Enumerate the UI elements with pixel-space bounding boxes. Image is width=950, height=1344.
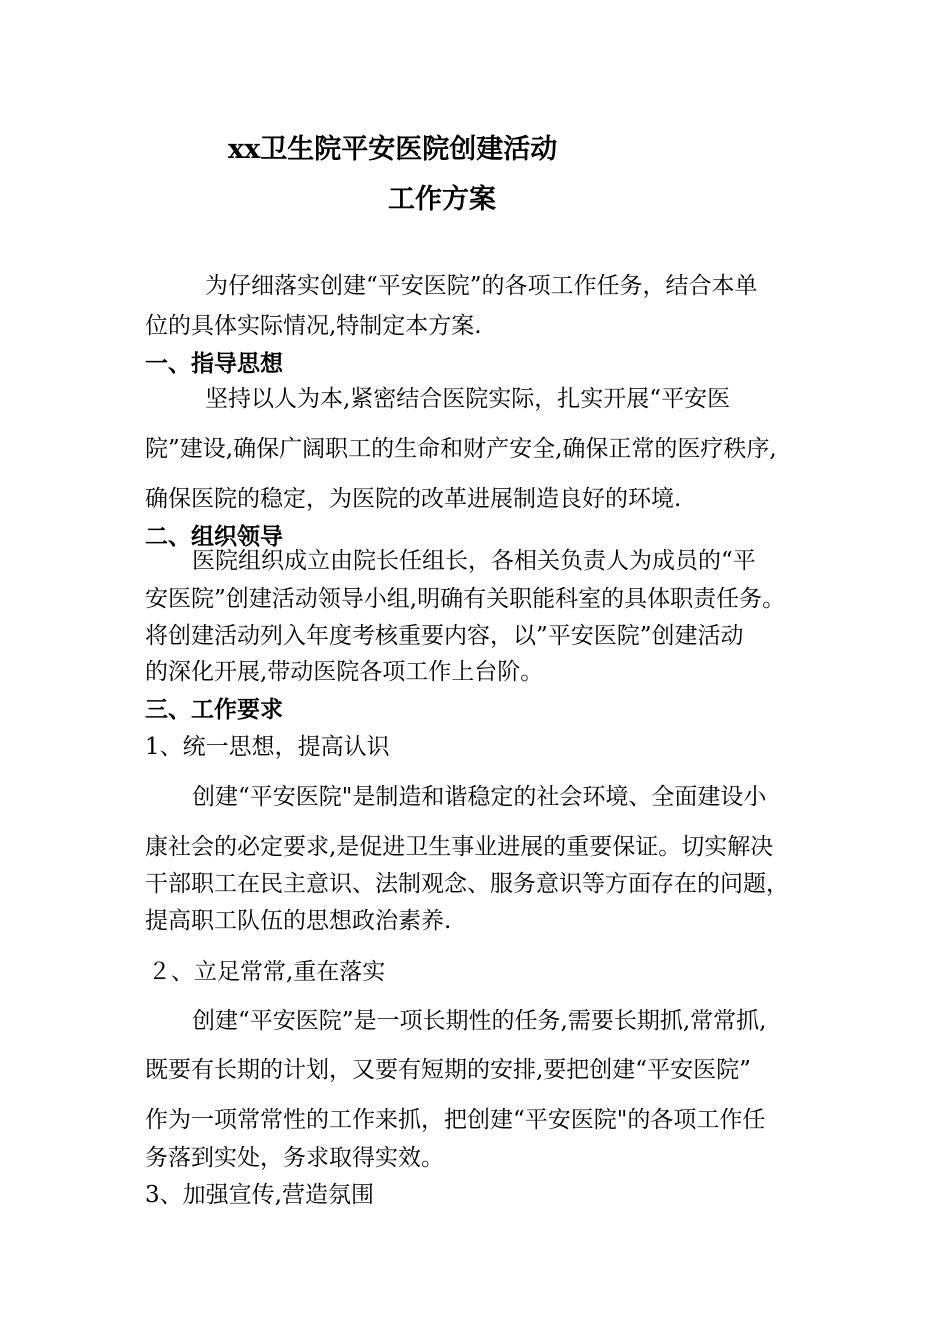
paragraph-line: 干部职工在民主意识、法制观念、服务意识等方面存在的问题， (145, 871, 789, 897)
section-heading: 三、工作要求 (145, 696, 283, 723)
subsection-heading: 3、加强宣传,营造氛围 (145, 1182, 374, 1208)
paragraph-line: 提高职工队伍的思想政治素养. (145, 908, 452, 934)
paragraph-line: 医院组织成立由院长任组长，各相关负责人为成员的“平 (192, 548, 756, 574)
subsection-heading: 1、统一思想，提高认识 (145, 734, 390, 760)
section-heading: 二、组织领导 (145, 523, 283, 550)
section-heading: 一、指导思想 (145, 350, 283, 377)
paragraph-line: 的深化开展,带动医院各项工作上台阶。 (145, 659, 544, 685)
paragraph-line: 创建“平安医院”是一项长期性的任务,需要长期抓,常常抓, (192, 1008, 767, 1034)
paragraph-line: 院”建设,确保广阔职工的生命和财产安全,确保正常的医疗秩序, (145, 436, 777, 462)
intro-line: 位的具体实际情况,特制定本方案. (145, 313, 482, 339)
subsection-heading: ２、立足常常,重在落实 (148, 959, 386, 985)
paragraph-line: 创建“平安医院"是制造和谐稳定的社会环境、全面建设小 (192, 784, 767, 810)
paragraph-line: 康社会的必定要求,是促进卫生事业进展的重要保证。切实解决 (145, 834, 774, 860)
paragraph-line: 既要有长期的计划，又要有短期的安排,要把创建“平安医院” (145, 1057, 751, 1083)
document-title: xx卫生院平安医院创建活动 (228, 134, 558, 165)
paragraph-line: 安医院”创建活动领导小组,明确有关职能科室的具体职责任务。 (145, 586, 786, 612)
paragraph-line: 作为一项常常性的工作来抓，把创建“平安医院"的各项工作任 (145, 1107, 766, 1133)
document-subtitle: 工作方案 (388, 184, 496, 215)
paragraph-line: 将创建活动列入年度考核重要内容，以”平安医院”创建活动 (145, 623, 744, 649)
intro-line: 为仔细落实创建“平安医院”的各项工作任务，结合本单 (205, 273, 758, 299)
paragraph-line: 务落到实处，务求取得实效。 (145, 1145, 444, 1171)
paragraph-line: 确保医院的稳定，为医院的改革进展制造良好的环境. (145, 486, 682, 512)
paragraph-line: 坚持以人为本,紧密结合医院实际，扎实开展“平安医 (205, 386, 731, 412)
